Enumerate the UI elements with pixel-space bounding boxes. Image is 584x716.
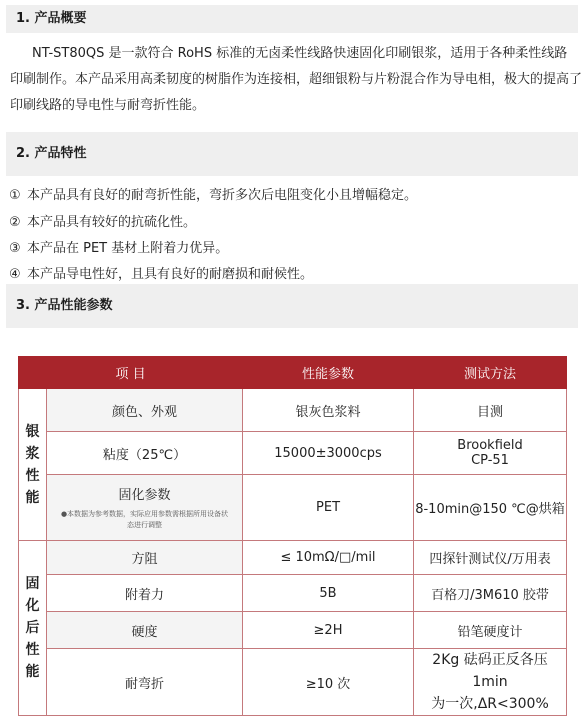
cell-method: 8-10min@150 ℃@烘箱 <box>414 475 567 541</box>
group-label-paste: 银 浆 性 能 <box>19 389 47 541</box>
section-title-overview: 1. 产品概要 <box>6 5 578 33</box>
feature-item <box>9 237 228 256</box>
feature-item <box>9 184 417 203</box>
feature-number: ① <box>9 188 21 203</box>
table-row <box>19 475 567 541</box>
cell-value: 5B <box>243 575 414 612</box>
feature-item <box>9 263 313 282</box>
cell-value: 15000±3000cps <box>243 432 414 475</box>
cell-item: 硬度 <box>47 612 243 649</box>
overview-line-2: 印刷制作。本产品采用高柔韧度的树脂作为连接相，超细银粉与片粉混合作为导电相，极大的提高了 <box>10 72 583 87</box>
cell-method: 四探针测试仪/万用表 <box>414 541 567 575</box>
performance-table <box>18 356 567 716</box>
section-title-params: 3. 产品性能参数 <box>6 284 578 328</box>
cell-method: Brookfield CP-51 <box>414 432 567 475</box>
table-row <box>19 541 567 575</box>
overview-line-3: 印刷线路的导电性与耐弯折性能。 <box>10 98 206 113</box>
header-method: 测试方法 <box>414 357 567 389</box>
cell-item-note: ●本数据为参考数据，实际应用参数需根据所用设备状态进行调整 <box>60 510 229 529</box>
cell-item: 粘度（25℃） <box>47 432 243 475</box>
cell-item <box>47 475 243 541</box>
header-item: 项 目 <box>19 357 243 389</box>
cell-item: 附着力 <box>47 575 243 612</box>
cell-method: 目测 <box>414 389 567 432</box>
cell-item-label: 固化参数 <box>118 488 171 503</box>
header-value: 性能参数 <box>243 357 414 389</box>
feature-number: ④ <box>9 267 21 282</box>
feature-text: 本产品具有良好的耐弯折性能，弯折多次后电阻变化小且增幅稳定。 <box>27 188 418 203</box>
cell-method: 2Kg 砝码正反各压 1min 为一次,ΔR<300% <box>414 649 567 716</box>
table-header-row <box>19 357 567 389</box>
feature-text: 本产品具有较好的抗硫化性。 <box>27 215 197 230</box>
group-label-cured: 固 化 后 性 能 <box>19 541 47 716</box>
cell-value: PET <box>243 475 414 541</box>
table-row <box>19 432 567 475</box>
section-title-features: 2. 产品特性 <box>6 132 578 176</box>
feature-number: ② <box>9 215 21 230</box>
cell-value: 银灰色浆料 <box>243 389 414 432</box>
overview-line-1: NT-ST80QS 是一款符合 RoHS 标准的无卤柔性线路快速固化印刷银浆，适用于各种柔性线路 <box>32 46 568 61</box>
cell-item: 颜色、外观 <box>47 389 243 432</box>
cell-method: 铅笔硬度计 <box>414 612 567 649</box>
overview-paragraph <box>10 41 583 119</box>
cell-value: ≥2H <box>243 612 414 649</box>
cell-value: ≤ 10mΩ/□/mil <box>243 541 414 575</box>
table-row <box>19 389 567 432</box>
feature-text: 本产品在 PET 基材上附着力优异。 <box>27 241 229 256</box>
feature-item <box>9 211 196 230</box>
feature-text: 本产品导电性好，且具有良好的耐磨损和耐候性。 <box>27 267 314 282</box>
feature-number: ③ <box>9 241 21 256</box>
table-row <box>19 649 567 716</box>
cell-value: ≥10 次 <box>243 649 414 716</box>
cell-item: 耐弯折 <box>47 649 243 716</box>
cell-method: 百格刀/3M610 胶带 <box>414 575 567 612</box>
table-row <box>19 575 567 612</box>
table-row <box>19 612 567 649</box>
cell-item: 方阻 <box>47 541 243 575</box>
